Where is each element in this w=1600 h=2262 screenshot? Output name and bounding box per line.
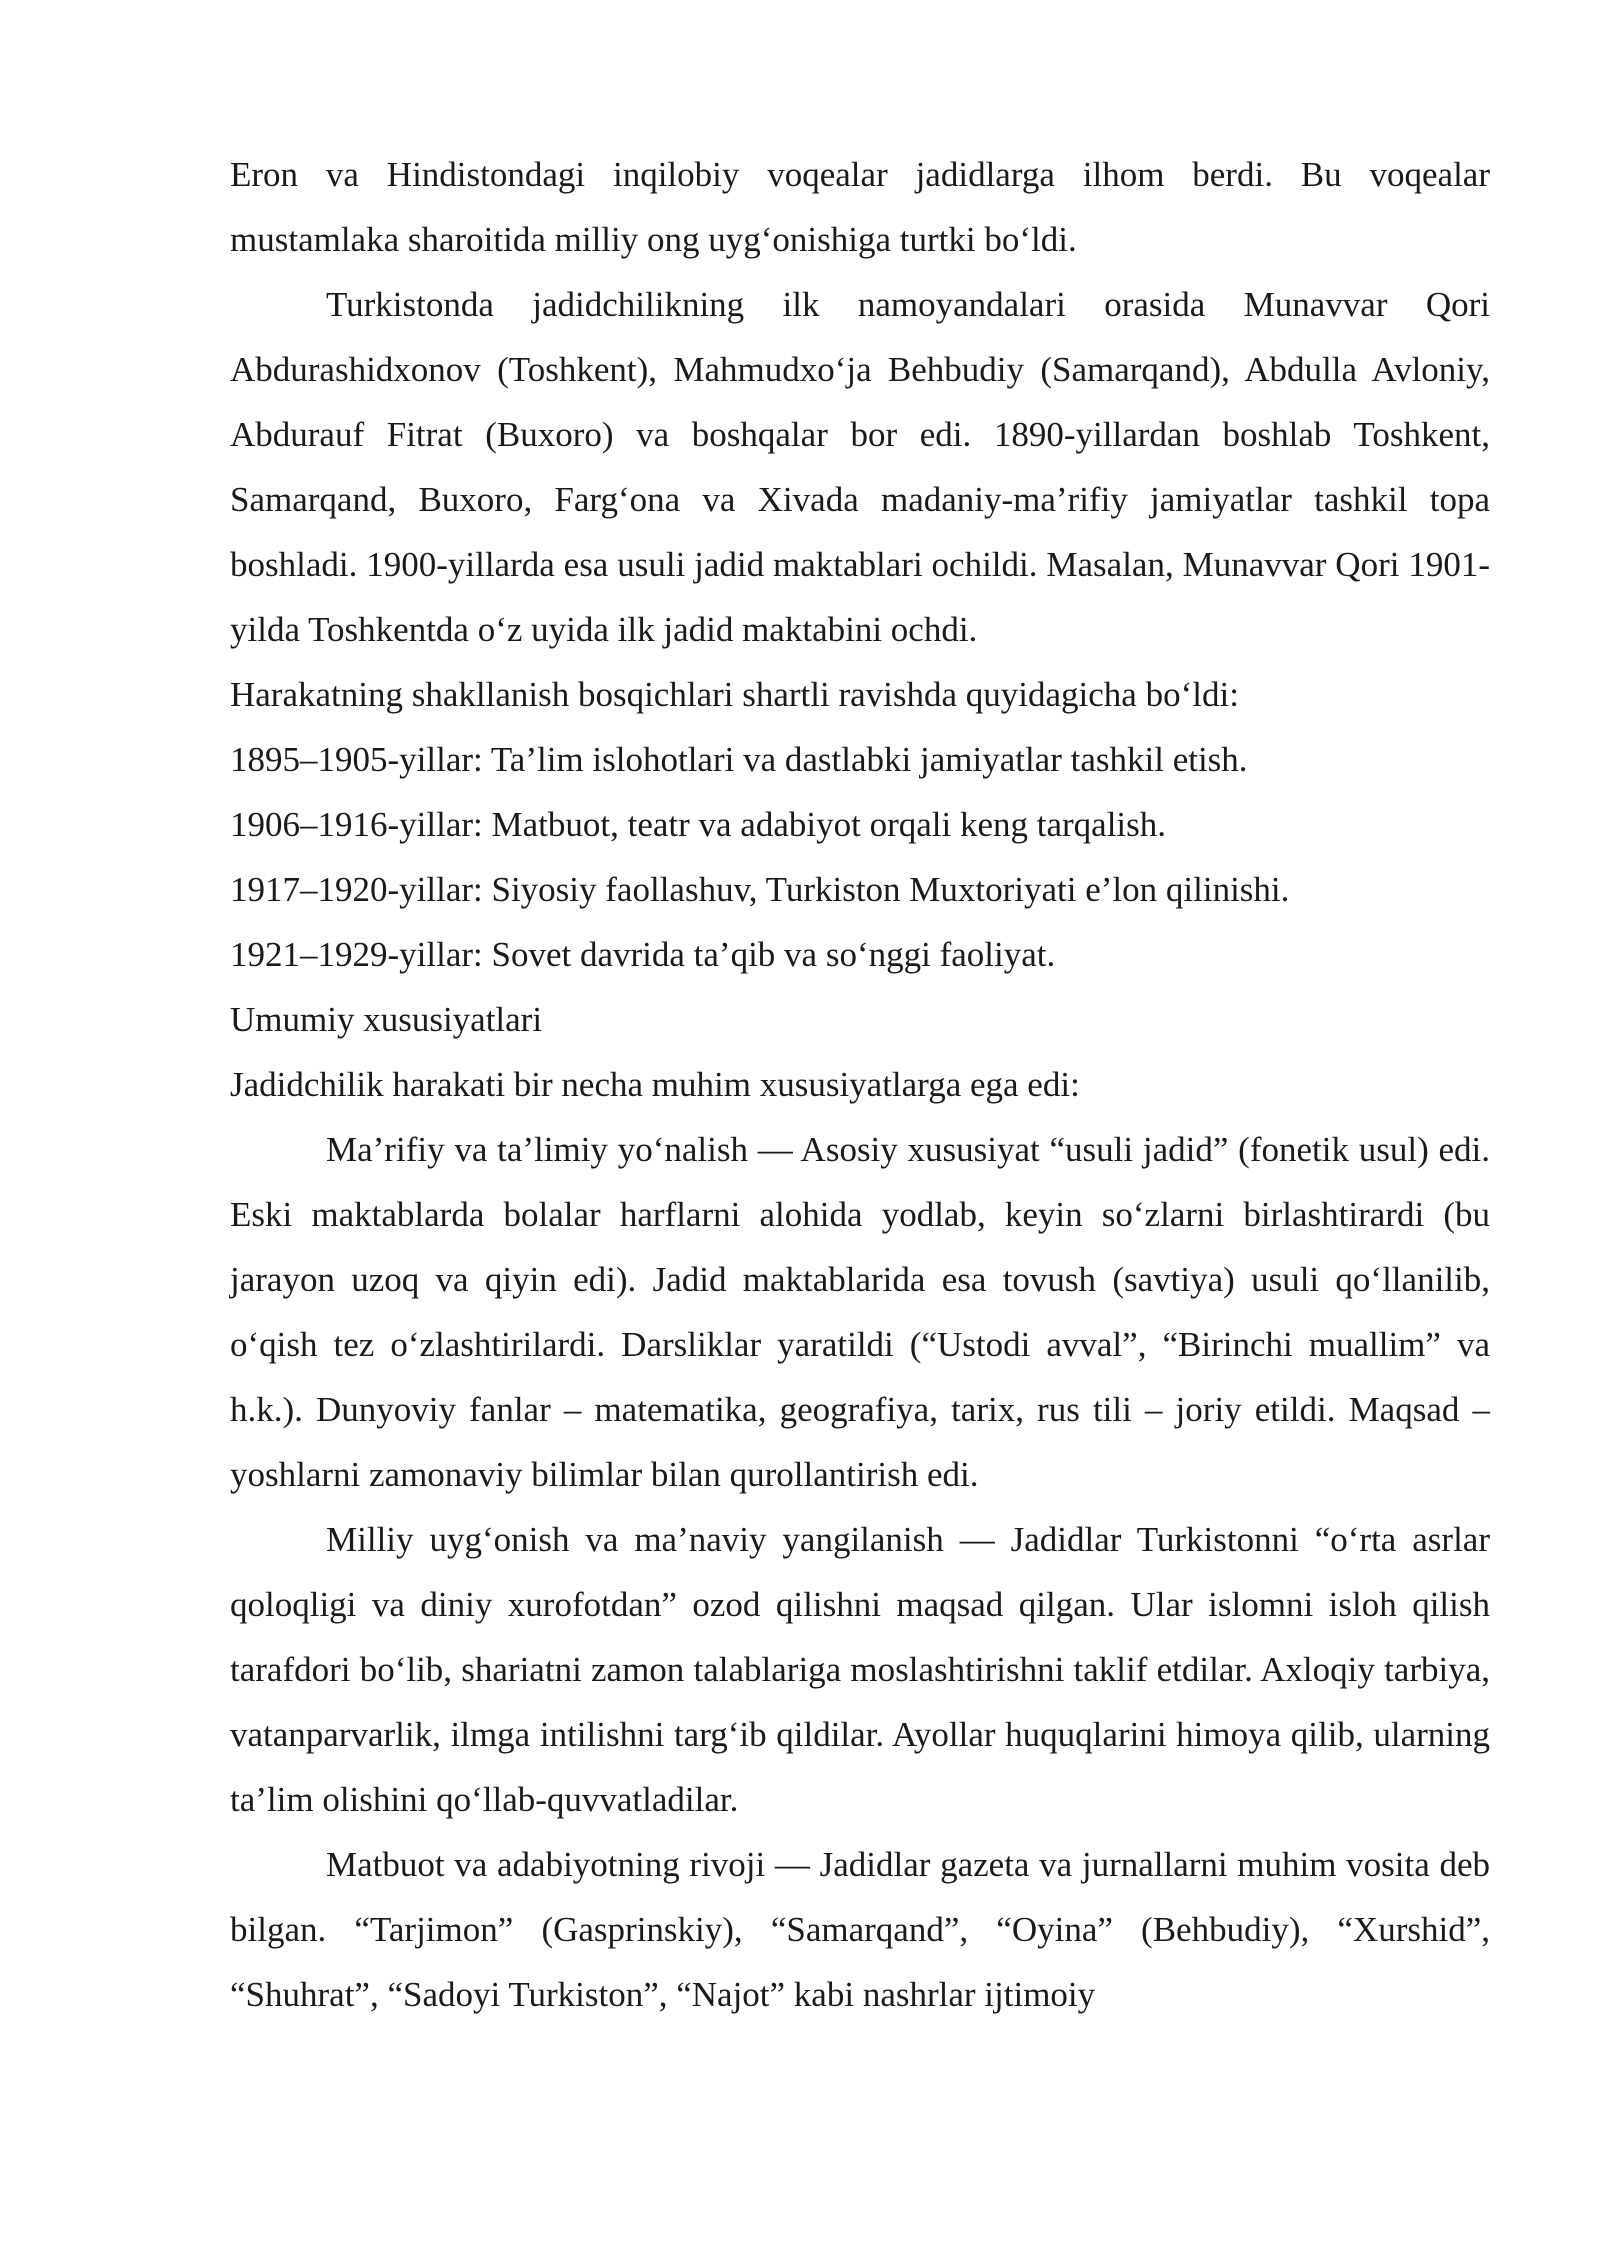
paragraph-press-literature: Matbuot va adabiyotning rivoji — Jadidlar gazeta va jurnallarni muhim vosita deb bilgan. “Tarjimon” (Gasprinskiy), “Samarqand”, “Oyina” (Behbudiy), “Xurshid”, “Shuhrat”, “Sadoyi Turkiston”, “Najot” kabi nashrlar ijtimoiy <box>230 1845 1490 2014</box>
stage-item: 1895–1905-yillar: Ta’lim islohotlari va dastlabki jamiyatlar tashkil etish. <box>230 740 1248 779</box>
paragraph-educational-direction: Ma’rifiy va ta’limiy yo‘nalish — Asosiy xususiyat “usuli jadid” (fonetik usul) edi. Eski maktablarda bolalar harflarni alohida yodlab, keyin so‘zlarni birlashtirardi (bu jarayon uzoq va qiyin edi). Jadid maktablarida esa tovush (savtiya) usuli qo‘llanilib, o‘qish tez o‘zlashtirilardi. Darsliklar yaratildi (“Ustodi avval”, “Birinchi muallim” va h.k.). Dunyoviy fanlar – matematika, geografiya, tarix, rus tili – joriy etildi. Maqsad – yoshlarni zamonaviy bilimlar bilan qurollantirish edi. <box>230 1130 1490 1494</box>
paragraph-jadid-founders: Turkistonda jadidchilikning ilk namoyandalari orasida Munavvar Qori Abdurashidxonov (Toshkent), Mahmudxo‘ja Behbudiy (Samarqand), Abdulla Avloniy, Abdurauf Fitrat (Buxoro) va boshqalar bor edi. 1890-yillardan boshlab Toshkent, Samarqand, Buxoro, Farg‘ona va Xivada madaniy-ma’rifiy jamiyatlar tashkil topa boshladi. 1900-yillarda esa usuli jadid maktablari ochildi. Masalan, Munavvar Qori 1901-yilda Toshkentda o‘z uyida ilk jadid maktabini ochdi. <box>230 285 1490 649</box>
stage-item: 1917–1920-yillar: Siyosiy faollashuv, Turkiston Muxtoriyati e’lon qilinishi. <box>230 870 1290 909</box>
stage-item: 1921–1929-yillar: Sovet davrida ta’qib va so‘nggi faoliyat. <box>230 935 1056 974</box>
paragraph-stages-intro: Harakatning shakllanish bosqichlari shartli ravishda quyidagicha bo‘ldi: <box>230 675 1239 714</box>
paragraph-continuation: Eron va Hindistondagi inqilobiy voqealar jadidlarga ilhom berdi. Bu voqealar mustamlaka sharoitida milliy ong uyg‘onishiga turtki bo‘ldi. <box>230 155 1490 259</box>
section-heading: Umumiy xususiyatlari <box>230 1000 543 1039</box>
stage-item: 1906–1916-yillar: Matbuot, teatr va adabiyot orqali keng tarqalish. <box>230 805 1167 844</box>
paragraph-national-awakening: Milliy uyg‘onish va ma’naviy yangilanish — Jadidlar Turkistonni “o‘rta asrlar qoloqligi va diniy xurofotdan” ozod qilishni maqsad qilgan. Ular islomni isloh qilish tarafdori bo‘lib, shariatni zamon talablariga moslashtirishni taklif etdilar. Axloqiy tarbiya, vatanparvarlik, ilmga intilishni targ‘ib qildilar. Ayollar huquqlarini himoya qilib, ularning ta’lim olishini qo‘llab-quvvatladilar. <box>230 1520 1490 1819</box>
paragraph-features-intro: Jadidchilik harakati bir necha muhim xususiyatlarga ega edi: <box>230 1065 1080 1104</box>
document-page <box>230 142 1490 2027</box>
